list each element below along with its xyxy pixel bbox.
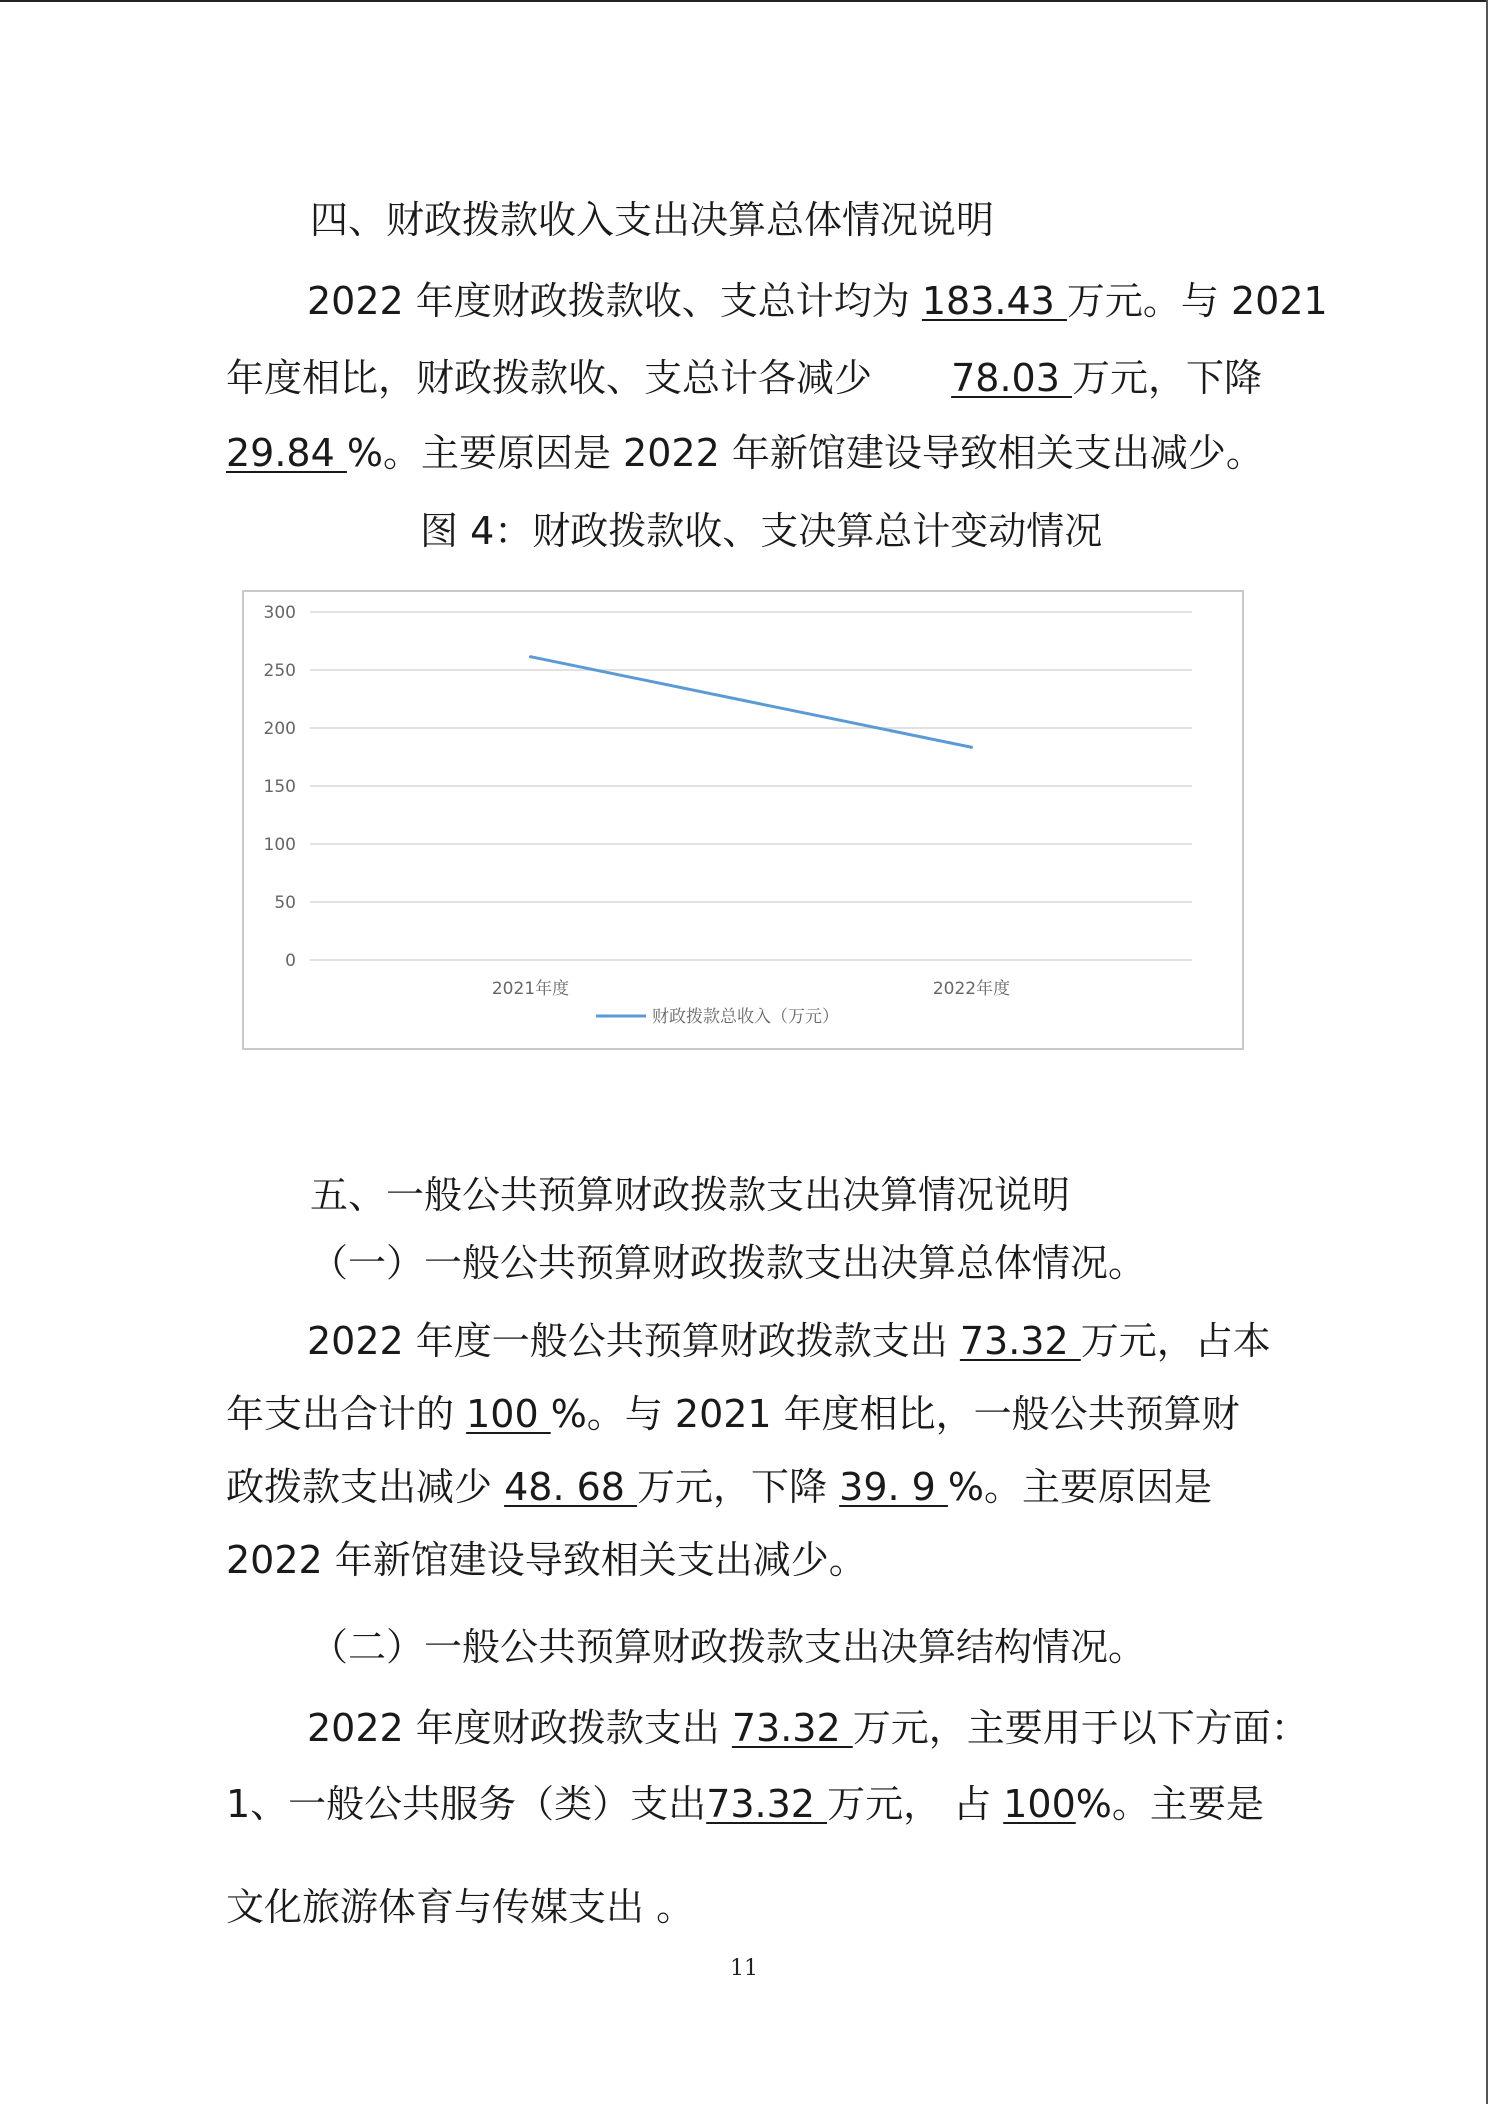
decrease-percent: 29.84 xyxy=(226,431,347,475)
y-tick-label: 50 xyxy=(274,893,296,913)
page-number: 11 xyxy=(730,1956,758,1981)
data-point xyxy=(970,746,973,749)
section5-heading: 五、一般公共预算财政拨款支出决算情况说明 xyxy=(310,1173,1071,1217)
figure-caption: 图 4：财政拨款收、支决算总计变动情况 xyxy=(420,509,1103,553)
legend-label: 财政拨款总收入（万元） xyxy=(652,1007,839,1027)
section4-heading: 四、财政拨款收入支出决算总体情况说明 xyxy=(310,198,995,242)
y-tick-label: 0 xyxy=(285,951,296,971)
gp-expenditure-percent: 100 xyxy=(466,1392,551,1436)
section4-para-line3: 29.84 %。主要原因是 2022 年新馆建设导致相关支出减少。 xyxy=(226,431,1264,475)
y-tick-label: 200 xyxy=(263,719,296,739)
y-tick-label: 150 xyxy=(263,777,296,797)
line-chart-svg xyxy=(244,592,1246,1052)
section5-item-1: 1、一般公共服务（类）支出73.32 万元， 占 100%。主要是 xyxy=(226,1782,1264,1826)
gp-decrease-percent: 39. 9 xyxy=(839,1465,948,1509)
x-tick-label: 2021年度 xyxy=(491,979,570,999)
gp-expenditure-amount: 73.32 xyxy=(959,1319,1081,1363)
section5-para-line4: 2022 年新馆建设导致相关支出减少。 xyxy=(226,1538,867,1582)
y-tick-label: 300 xyxy=(263,603,296,623)
top-border xyxy=(0,0,1488,2)
section5-para-line2: 年支出合计的 100 %。与 2021 年度相比，一般公共预算财 xyxy=(226,1392,1240,1436)
structure-amount: 73.32 xyxy=(731,1706,853,1750)
y-tick-label: 100 xyxy=(263,835,296,855)
section5-subheading-2: （二）一般公共预算财政拨款支出决算结构情况。 xyxy=(310,1625,1147,1669)
section5-para-line3: 政拨款支出减少 48. 68 万元，下降 39. 9 %。主要原因是 xyxy=(226,1465,1213,1509)
data-point xyxy=(529,655,532,658)
section5-para-line1: 2022 年度一般公共预算财政拨款支出 73.32 万元，占本 xyxy=(307,1319,1271,1363)
item1-percent: 100 xyxy=(1003,1782,1076,1826)
decrease-amount: 78.03 xyxy=(951,356,1072,400)
total-amount: 183.43 xyxy=(921,279,1067,323)
section4-para-line1: 2022 年度财政拨款收、支总计均为 183.43 万元。与 2021 xyxy=(307,279,1328,323)
section5-item-1-detail: 文化旅游体育与传媒支出 。 xyxy=(226,1885,695,1929)
line-chart xyxy=(242,590,1244,1050)
section4-para-line2: 年度相比，财政拨款收、支总计各减少 78.03 万元，下降 xyxy=(226,356,1262,400)
x-tick-label: 2022年度 xyxy=(932,979,1011,999)
y-tick-label: 250 xyxy=(263,661,296,681)
gp-decrease-amount: 48. 68 xyxy=(504,1465,638,1509)
item1-amount: 73.32 xyxy=(706,1782,828,1826)
section5-para-structure: 2022 年度财政拨款支出 73.32 万元，主要用于以下方面： xyxy=(307,1706,1309,1750)
section5-subheading-1: （一）一般公共预算财政拨款支出决算总体情况。 xyxy=(310,1241,1147,1285)
